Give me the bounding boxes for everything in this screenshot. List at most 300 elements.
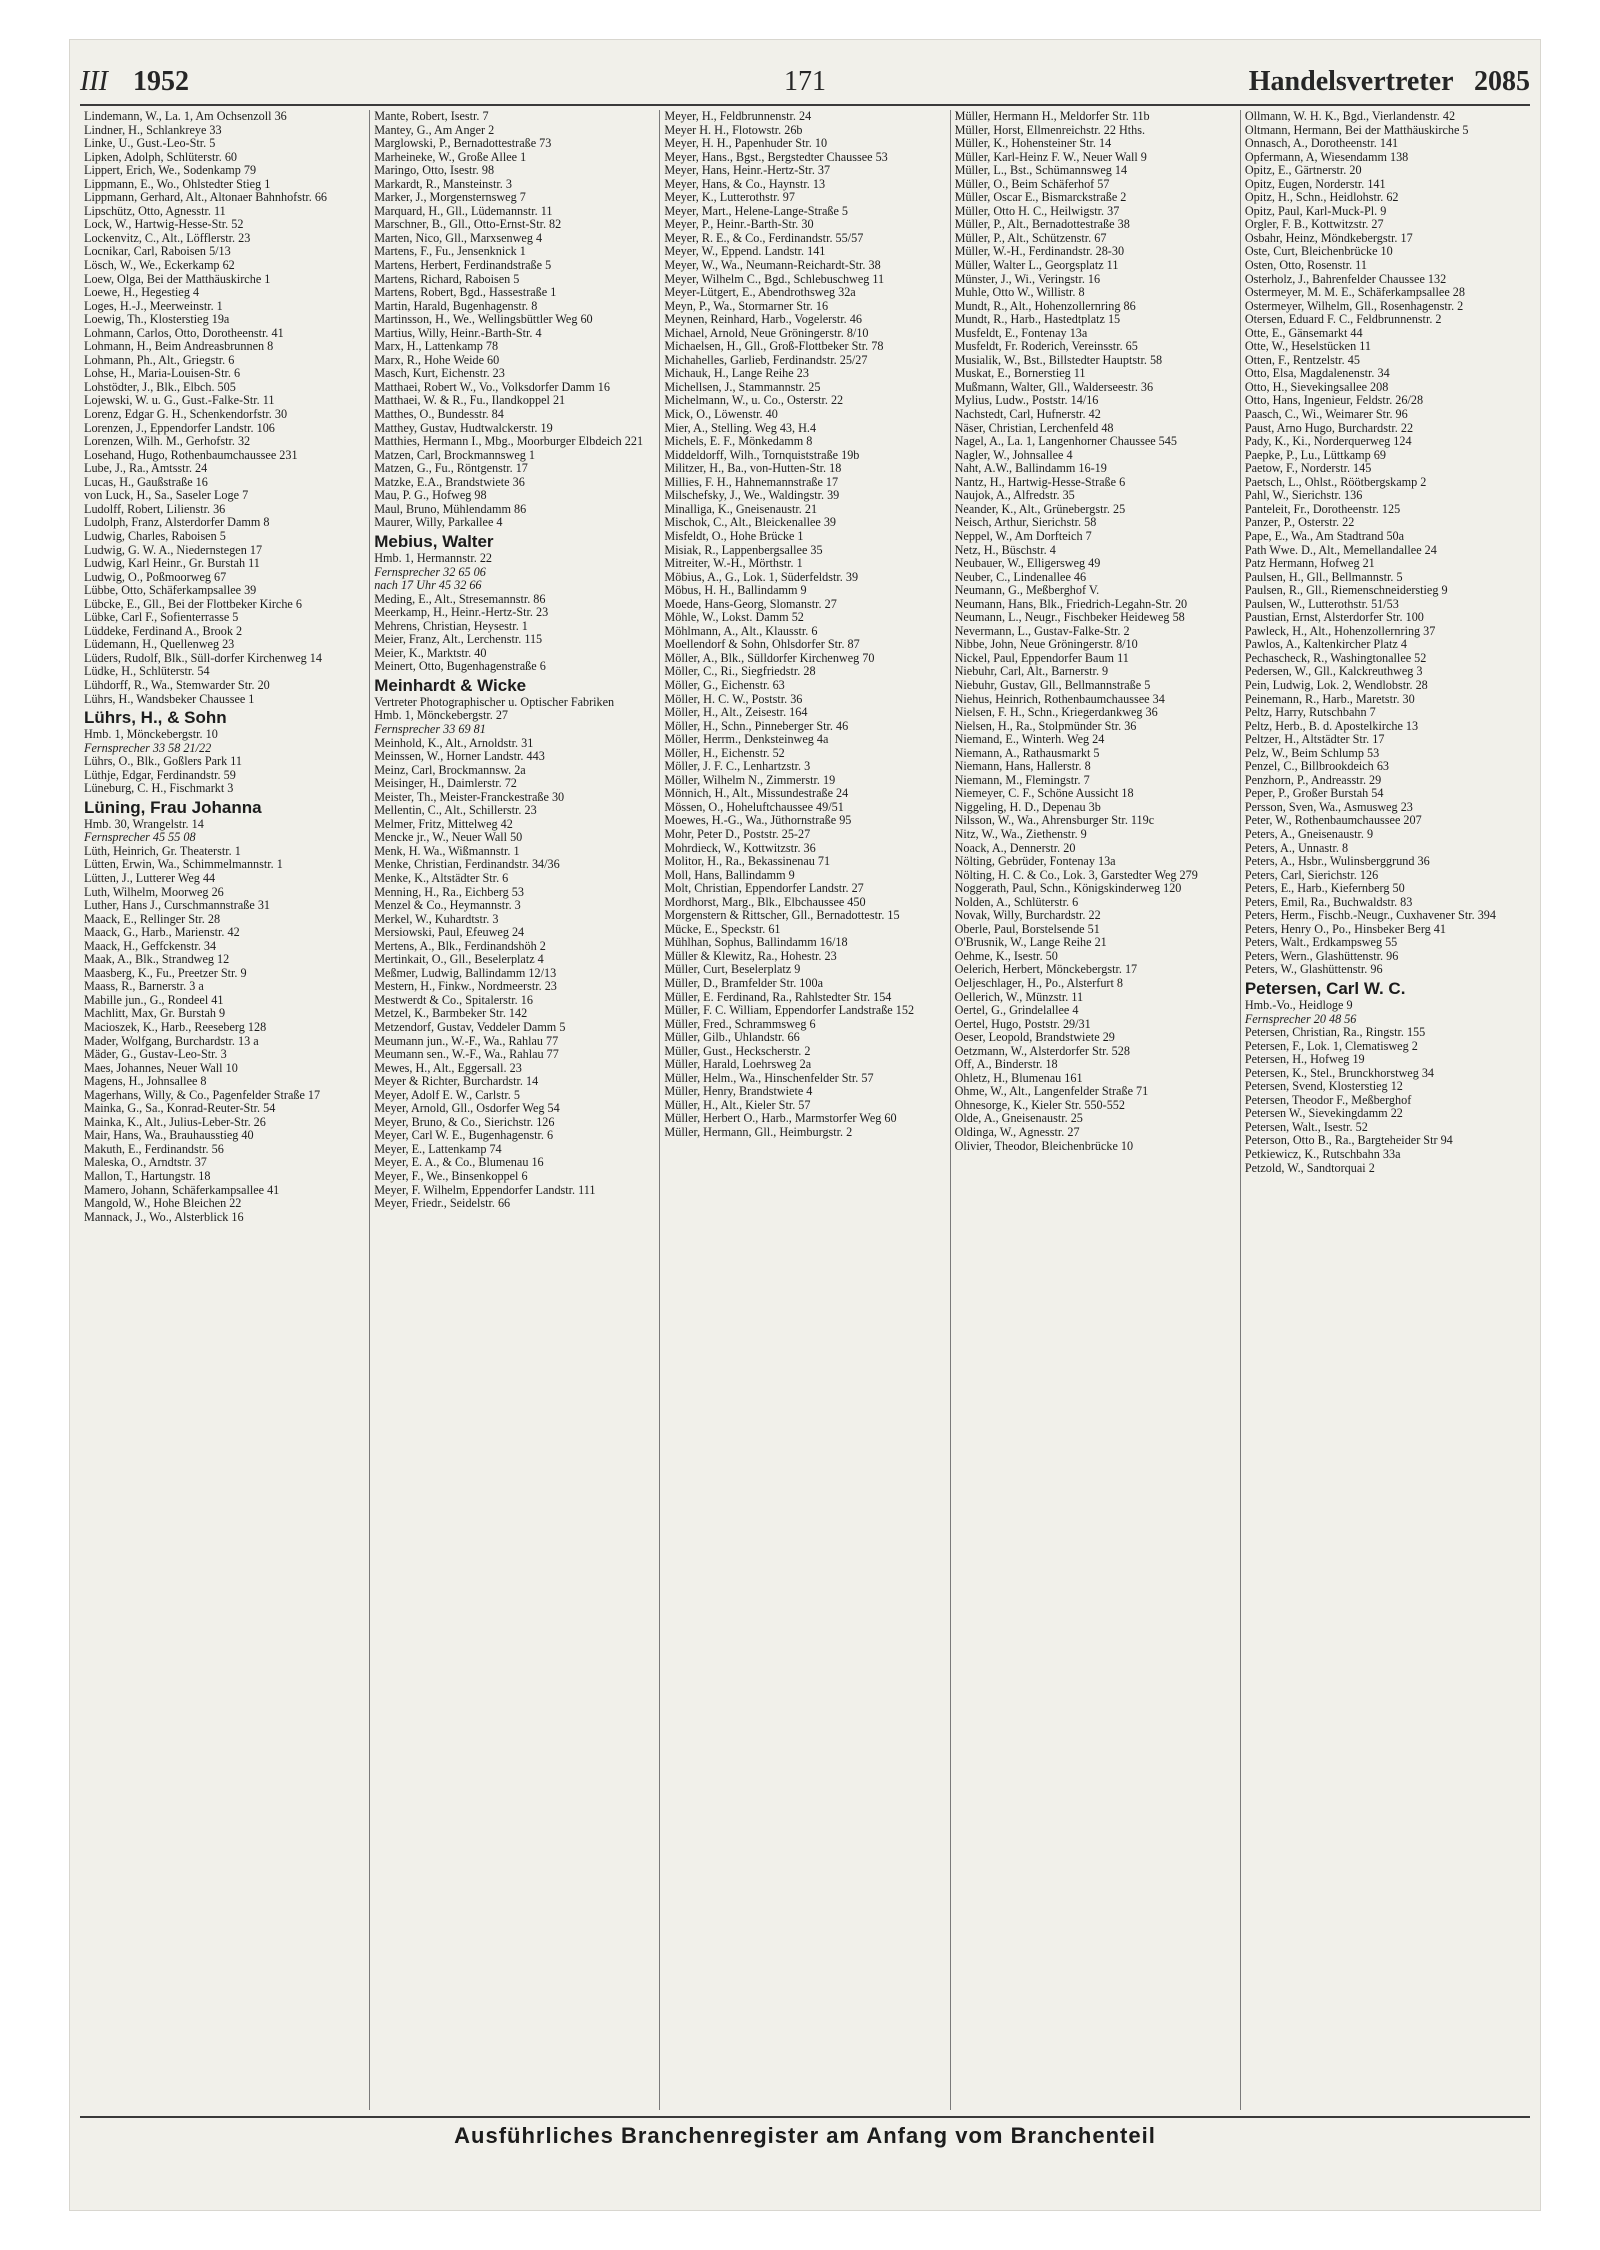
directory-entry: Locnikar, Carl, Raboisen 5/13 — [84, 244, 231, 259]
directory-entry: Maack, E., Rellinger Str. 28 — [84, 911, 221, 926]
directory-entry: Möller, H. C. W., Poststr. 36 — [664, 691, 803, 706]
directory-entry: Marx, R., Hohe Weide 60 — [374, 352, 500, 367]
firm-heading: Meinhardt & Wicke — [374, 675, 527, 695]
directory-entry: Ludwig, Charles, Raboisen 5 — [84, 528, 226, 543]
directory-entry: Meerkamp, H., Heinr.-Hertz-Str. 23 — [374, 605, 549, 620]
directory-entry: Meyer, E., Lattenkamp 74 — [374, 1141, 502, 1156]
directory-entry: Müller, P., Alt., Bernadottestraße 38 — [954, 217, 1130, 232]
directory-entry: Hmb. 1, Mönckebergstr. 27 — [374, 708, 509, 723]
directory-entry: Melmer, Fritz, Mittelweg 42 — [374, 816, 513, 831]
directory-entry: Nagler, W., Johnsallee 4 — [954, 447, 1073, 462]
directory-entry: Lührs, H., Wandsbeker Chaussee 1 — [84, 691, 255, 706]
directory-entry: Petersen, Svend, Klosterstieg 12 — [1244, 1079, 1403, 1094]
directory-entry: Pape, E., Wa., Am Stadtrand 50a — [1244, 528, 1405, 543]
directory-entry: Niemann, Hans, Hallerstr. 8 — [954, 759, 1091, 774]
footer-note: Ausführliches Branchenregister am Anfang vom Branchenteil — [454, 2123, 1156, 2148]
directory-entry: Meßmer, Ludwig, Ballindamm 12/13 — [374, 965, 557, 980]
directory-entry: Linke, U., Gust.-Leo-Str. 5 — [84, 136, 216, 151]
page-number: 171 — [784, 66, 826, 97]
directory-entry: Meinssen, W., Horner Landstr. 443 — [374, 749, 545, 764]
directory-entry: Lock, W., Hartwig-Hesse-Str. 52 — [84, 217, 244, 232]
directory-entry: Lindner, H., Schlankreye 33 — [84, 122, 222, 137]
directory-entry: Möller, H., Schn., Pinneberger Str. 46 — [664, 718, 849, 733]
directory-entry: Morgenstern & Rittscher, Gll., Bernadottestr. 15 — [664, 908, 900, 923]
directory-entry: Peinemann, R., Harb., Maretstr. 30 — [1244, 691, 1415, 706]
directory-entry: Petersen, Christian, Ra., Ringstr. 155 — [1244, 1025, 1426, 1040]
directory-entry: Opfermann, A, Wiesendamm 138 — [1244, 149, 1409, 164]
directory-entry: Lütten, J., Lutterer Weg 44 — [84, 870, 216, 885]
directory-entry: Lüth, Heinrich, Gr. Theaterstr. 1 — [84, 843, 241, 858]
directory-entry: Müller, O., Beim Schäferhof 57 — [954, 176, 1110, 191]
directory-entry: Mohrdieck, W., Kottwitzstr. 36 — [664, 840, 816, 855]
directory-entry: Maurer, Willy, Parkallee 4 — [374, 515, 503, 530]
directory-entry: Maak, A., Blk., Strandweg 12 — [84, 952, 230, 967]
directory-entry: Musfeldt, E., Fontenay 13a — [954, 325, 1088, 340]
directory-entry: Möbius, A., G., Lok. 1, Süderfeldstr. 39 — [664, 569, 859, 584]
directory-entry: Oltmann, Hermann, Bei der Matthäuskirche 5 — [1244, 122, 1469, 137]
directory-entry: Michauk, H., Lange Reihe 23 — [664, 366, 809, 381]
directory-entry: Pedersen, W., Gll., Kalckreuthweg 3 — [1244, 664, 1423, 679]
directory-entry: Panteleit, Fr., Dorotheenstr. 125 — [1244, 501, 1401, 516]
directory-entry: Mundt, R., Harb., Hastedtplatz 15 — [954, 312, 1121, 327]
directory-entry: Paustian, Ernst, Alsterdorfer Str. 100 — [1244, 610, 1424, 625]
directory-entry: Otte, E., Gänsemarkt 44 — [1244, 325, 1363, 340]
directory-entry: Loges, H.-J., Meerweinstr. 1 — [84, 298, 223, 313]
year: 1952 — [132, 66, 189, 97]
directory-entry: Müller, Fred., Schrammsweg 6 — [664, 1016, 816, 1031]
directory-entry: Pelz, W., Beim Schlump 53 — [1244, 745, 1380, 760]
directory-entry: Möller, G., Eichenstr. 63 — [664, 677, 785, 692]
directory-entry: Meinhold, K., Alt., Arnoldstr. 31 — [374, 735, 534, 750]
directory-entry: Matzen, Carl, Brockmannsweg 1 — [374, 447, 535, 462]
directory-entry: Peltz, Harry, Rutschbahn 7 — [1244, 705, 1376, 720]
directory-entry: Musfeldt, Fr. Roderich, Vereinsstr. 65 — [954, 339, 1138, 354]
directory-entry: Mäder, G., Gustav-Leo-Str. 3 — [84, 1047, 227, 1062]
directory-entry: Mau, P. G., Hofweg 98 — [374, 488, 487, 503]
section-title: Handelsvertreter — [1248, 66, 1453, 97]
directory-entry: Mestern, H., Finkw., Nordmeerstr. 23 — [374, 979, 557, 994]
directory-entry: Peters, A., Unnastr. 8 — [1244, 840, 1349, 855]
directory-entry: Moellendorf & Sohn, Ohlsdorfer Str. 87 — [664, 637, 860, 652]
directory-entry: Mainka, K., Alt., Julius-Leber-Str. 26 — [84, 1114, 266, 1129]
directory-entry: Fernsprecher 32 65 06 — [374, 564, 486, 579]
directory-entry: Fernsprecher 20 48 56 — [1244, 1011, 1357, 1026]
directory-entry: Otersen, Eduard F. C., Feldbrunnenstr. 2 — [1244, 312, 1442, 327]
directory-entry: Lojewski, W. u. G., Gust.-Falke-Str. 11 — [84, 393, 275, 408]
directory-entry: Opitz, H., Schn., Heidlohstr. 62 — [1244, 190, 1399, 205]
directory-entry: Mewes, H., Alt., Eggersall. 23 — [374, 1060, 522, 1075]
directory-entry: Meyer H. H., Flotowstr. 26b — [664, 122, 803, 137]
firm-heading: Lüning, Frau Johanna — [84, 797, 262, 817]
directory-entry: Meyn, P., Wa., Stormarner Str. 16 — [664, 298, 829, 313]
directory-entry: Möller, A., Blk., Sülldorfer Kirchenweg 70 — [664, 650, 875, 665]
directory-entry: Müller, Helm., Wa., Hinschenfelder Str. 57 — [664, 1070, 874, 1085]
directory-entry: Makuth, E., Ferdinandstr. 56 — [84, 1141, 224, 1156]
column-4 — [950, 110, 1240, 2110]
directory-entry: Mundt, R., Alt., Hohenzollernring 86 — [954, 298, 1136, 313]
directory-entry: Muskat, E., Bornerstieg 11 — [954, 366, 1086, 381]
directory-entry: Meyer, E. A., & Co., Blumenau 16 — [374, 1155, 544, 1170]
directory-entry: Meding, E., Alt., Stresemannstr. 86 — [374, 591, 546, 606]
directory-entry: Mordhorst, Marg., Blk., Elbchaussee 450 — [664, 894, 866, 909]
directory-entry: Mertinkait, O., Gll., Beselerplatz 4 — [374, 952, 544, 967]
directory-entry: Hmb. 1, Mönckebergstr. 10 — [84, 727, 218, 742]
directory-entry: Peters, Henry O., Po., Hinsbeker Berg 41 — [1244, 921, 1446, 936]
directory-entry: Metzel, K., Barmbeker Str. 142 — [374, 1006, 528, 1021]
directory-entry: Masch, Kurt, Eichenstr. 23 — [374, 366, 505, 381]
directory-entry: Otte, W., Heselstücken 11 — [1244, 339, 1371, 354]
directory-entry: Path Wwe. D., Alt., Memellandallee 24 — [1244, 542, 1437, 557]
directory-entry: Meyer, Bruno, & Co., Sierichstr. 126 — [374, 1114, 555, 1129]
directory-entry: Paetow, F., Norderstr. 145 — [1244, 461, 1372, 476]
directory-entry: Nantz, H., Hartwig-Hesse-Straße 6 — [954, 474, 1126, 489]
directory-entry: Marker, J., Morgensternsweg 7 — [374, 190, 526, 205]
directory-entry: Otto, Hans, Ingenieur, Feldstr. 26/28 — [1244, 393, 1424, 408]
directory-entry: Oetzmann, W., Alsterdorfer Str. 528 — [954, 1043, 1130, 1058]
directory-entry: Michahelles, Garlieb, Ferdinandstr. 25/27 — [664, 352, 868, 367]
directory-entry: Möbus, H. H., Ballindamm 9 — [664, 583, 807, 598]
directory-entry: Meinert, Otto, Bugenhagenstraße 6 — [374, 659, 546, 674]
directory-entry: Peter, W., Rothenbaumchaussee 207 — [1244, 813, 1422, 828]
directory-entry: Niebuhr, Gustav, Gll., Bellmannstraße 5 — [954, 677, 1151, 692]
directory-entry: Lüdemann, H., Quellenweg 23 — [84, 637, 235, 652]
page-header — [80, 58, 1530, 108]
directory-entry: Niemann, M., Flemingstr. 7 — [954, 772, 1090, 787]
directory-entry: Menning, H., Ra., Eichberg 53 — [374, 884, 524, 899]
directory-entry: Mössen, O., Hoheluftchaussee 49/51 — [664, 799, 844, 814]
directory-entry: Paasch, C., Wi., Weimarer Str. 96 — [1244, 407, 1408, 422]
directory-entry: Meister, Th., Meister-Franckestraße 30 — [374, 789, 565, 804]
directory-entry: Müller, Hermann, Gll., Heimburgstr. 2 — [664, 1125, 853, 1140]
directory-entry: Menk, H. Wa., Wißmannstr. 1 — [374, 843, 520, 858]
directory-entry: Peters, A., Hsbr., Wulinsberggrund 36 — [1244, 854, 1430, 869]
directory-entry: Lübke, Carl F., Sofienterrasse 5 — [84, 610, 239, 625]
directory-entry: Nachstedt, Carl, Hufnerstr. 42 — [954, 407, 1101, 422]
directory-entry: Möller, Herrm., Denksteinweg 4a — [664, 732, 829, 747]
directory-entry: Münster, J., Wi., Veringstr. 16 — [954, 271, 1101, 286]
directory-entry: Müller, Gust., Heckscherstr. 2 — [664, 1043, 811, 1058]
directory-entry: Meyer, F., We., Binsenkoppel 6 — [374, 1169, 528, 1184]
directory-entry: Marquard, H., Gll., Lüdemannstr. 11 — [374, 203, 553, 218]
directory-entry: Meyer, K., Lutterothstr. 97 — [664, 190, 795, 205]
directory-entry: Magens, H., Johnsallee 8 — [84, 1074, 207, 1089]
directory-entry: Matthes, O., Bundesstr. 84 — [374, 407, 504, 422]
directory-entry: Meyer, Hans, Heinr.-Hertz-Str. 37 — [664, 163, 831, 178]
directory-entry: Nilsson, W., Wa., Ahrensburger Str. 119c — [954, 813, 1155, 828]
directory-entry: Mainka, G., Sa., Konrad-Reuter-Str. 54 — [84, 1101, 276, 1116]
directory-entry: Müller & Klewitz, Ra., Hohestr. 23 — [664, 948, 837, 963]
directory-entry: Ohme, W., Alt., Langenfelder Straße 71 — [954, 1084, 1149, 1099]
directory-entry: Neisch, Arthur, Sierichstr. 58 — [954, 515, 1097, 530]
directory-entry: Novak, Willy, Burchardstr. 22 — [954, 908, 1101, 923]
directory-entry: Niemand, E., Winterh. Weg 24 — [954, 732, 1105, 747]
directory-entry: Oldinga, W., Agnesstr. 27 — [954, 1125, 1080, 1140]
directory-entry: Maasberg, K., Fu., Preetzer Str. 9 — [84, 965, 247, 980]
directory-entry: Mannack, J., Wo., Alsterblick 16 — [84, 1209, 244, 1224]
directory-entry: Meyer, Arnold, Gll., Osdorfer Weg 54 — [374, 1101, 560, 1116]
directory-entry: Meyer, W., Wa., Neumann-Reichardt-Str. 38 — [664, 258, 881, 273]
directory-entry: Martens, Richard, Raboisen 5 — [374, 271, 520, 286]
directory-entry: Maack, G., Harb., Marienstr. 42 — [84, 925, 240, 940]
directory-entry: Otten, F., Rentzelstr. 45 — [1244, 352, 1360, 367]
directory-entry: Ohletz, H., Blumenau 161 — [954, 1070, 1083, 1085]
directory-entry: Lucas, H., Gaußstraße 16 — [84, 474, 208, 489]
directory-entry: Mellentin, C., Alt., Schillerstr. 23 — [374, 803, 537, 818]
directory-entry: Ohnesorge, K., Kieler Str. 550-552 — [954, 1097, 1125, 1112]
directory-entry: Mußmann, Walter, Gll., Walderseestr. 36 — [954, 379, 1154, 394]
directory-entry: Niebuhr, Carl, Alt., Barnerstr. 9 — [954, 664, 1109, 679]
directory-entry: Michels, E. F., Mönkedamm 8 — [664, 434, 813, 449]
directory-entry: Martius, Willy, Heinr.-Barth-Str. 4 — [374, 325, 542, 340]
directory-entry: Müller, K., Hohensteiner Str. 14 — [954, 136, 1112, 151]
directory-entry: Moede, Hans-Georg, Slomanstr. 27 — [664, 596, 837, 611]
directory-entry: Pawleck, H., Alt., Hohenzollernring 37 — [1244, 623, 1436, 638]
directory-entry: Lütten, Erwin, Wa., Schimmelmannstr. 1 — [84, 857, 283, 872]
directory-entry: Middeldorff, Wilh., Tornquiststraße 19b — [664, 447, 860, 462]
directory-entry: Persson, Sven, Wa., Asmusweg 23 — [1244, 799, 1413, 814]
directory-entry: Patz Hermann, Hofweg 21 — [1244, 556, 1375, 571]
directory-entry: Neumann, G., Meßberghof V. — [954, 583, 1100, 598]
directory-entry: Petzold, W., Sandtorquai 2 — [1244, 1160, 1375, 1175]
directory-entry: Möhle, W., Lokst. Damm 52 — [664, 610, 804, 625]
directory-entry: Mersiowski, Paul, Efeuweg 24 — [374, 925, 525, 940]
directory-entry: Maes, Johannes, Neuer Wall 10 — [84, 1060, 238, 1075]
directory-entry: Pechascheck, R., Washingtonallee 52 — [1244, 650, 1427, 665]
directory-entry: Niemeyer, C. F., Schöne Aussicht 18 — [954, 786, 1134, 801]
directory-entry: Paulsen, H., Gll., Bellmannstr. 5 — [1244, 569, 1403, 584]
directory-entry: Mertens, A., Blk., Ferdinandshöh 2 — [374, 938, 546, 953]
directory-entry: Nitz, W., Wa., Ziethenstr. 9 — [954, 826, 1087, 841]
directory-entry: Noack, A., Dennerstr. 20 — [954, 840, 1076, 855]
directory-entry: Paust, Arno Hugo, Burchardstr. 22 — [1244, 420, 1414, 435]
directory-entry: Petersen, K., Stel., Brunckhorstweg 34 — [1244, 1065, 1435, 1080]
listing-columns — [80, 110, 1530, 2110]
header-right — [1249, 66, 1530, 98]
directory-entry: Merkel, W., Kuhardtstr. 3 — [374, 911, 499, 926]
directory-entry: Mick, O., Löwenstr. 40 — [664, 407, 778, 422]
directory-entry: Meyer, Carl W. E., Bugenhagenstr. 6 — [374, 1128, 554, 1143]
directory-entry: Lorenz, Edgar G. H., Schenkendorfstr. 30 — [84, 407, 288, 422]
directory-entry: Molitor, H., Ra., Bekassinenau 71 — [664, 854, 831, 869]
directory-entry: Lührs, O., Blk., Goßlers Park 11 — [84, 754, 242, 769]
directory-entry: Müller, Oscar E., Bismarckstraße 2 — [954, 190, 1127, 205]
directory-entry: Oertel, Hugo, Poststr. 29/31 — [954, 1016, 1091, 1031]
directory-entry: Petkiewicz, K., Rutschbahn 33a — [1244, 1147, 1401, 1162]
directory-entry: Musialik, W., Bst., Billstedter Hauptstr. 58 — [954, 352, 1163, 367]
directory-entry: Müller, P., Alt., Schützenstr. 67 — [954, 230, 1107, 245]
directory-entry: Nielsen, H., Ra., Stolpmünder Str. 36 — [954, 718, 1137, 733]
directory-entry: Meier, Franz, Alt., Lerchenstr. 115 — [374, 632, 543, 647]
directory-entry: Osten, Otto, Rosenstr. 11 — [1244, 258, 1367, 273]
directory-entry: Onnasch, A., Dorotheenstr. 141 — [1244, 136, 1399, 151]
directory-entry: Marheineke, W., Große Allee 1 — [374, 149, 527, 164]
firm-heading: Lührs, H., & Sohn — [84, 708, 227, 728]
directory-entry: Martens, Herbert, Ferdinandstraße 5 — [374, 258, 552, 273]
directory-entry: Ludolph, Franz, Alsterdorfer Damm 8 — [84, 515, 270, 530]
directory-entry: Ludwig, G. W. A., Niedernstegen 17 — [84, 542, 263, 557]
directory-entry: Lippmann, Gerhard, Alt., Altonaer Bahnhofstr. 66 — [84, 190, 328, 205]
directory-entry: Oeser, Leopold, Brandstwiete 29 — [954, 1030, 1115, 1045]
directory-entry: Neander, K., Alt., Grünebergstr. 25 — [954, 501, 1126, 516]
directory-entry: Noggerath, Paul, Schn., Königskinderweg 120 — [954, 881, 1182, 896]
directory-entry: Möller, H., Alt., Zeisestr. 164 — [664, 705, 808, 720]
directory-entry: Loew, Olga, Bei der Matthäuskirche 1 — [84, 271, 271, 286]
directory-entry: Lösch, W., We., Eckerkamp 62 — [84, 258, 235, 273]
directory-entry: Mitreiter, W.-H., Mörthstr. 1 — [664, 556, 803, 571]
directory-entry: Müller, Gilb., Uhlandstr. 66 — [664, 1030, 800, 1045]
directory-entry: Martinsson, H., We., Wellingsbüttler Weg 60 — [374, 312, 593, 327]
directory-entry: O'Brusnik, W., Lange Reihe 21 — [954, 935, 1107, 950]
directory-entry: Losehand, Hugo, Rothenbaumchaussee 231 — [84, 447, 298, 462]
directory-entry: Markardt, R., Mansteinstr. 3 — [374, 176, 512, 191]
directory-entry: Ostermeyer, M. M. E., Schäferkampsallee 28 — [1244, 285, 1465, 300]
directory-entry: Peters, W., Glashüttenstr. 96 — [1244, 962, 1383, 977]
directory-entry: Maass, R., Barnerstr. 3 a — [84, 979, 204, 994]
column-5 — [1240, 110, 1530, 2110]
directory-entry: Lohmann, Ph., Alt., Griegstr. 6 — [84, 352, 235, 367]
directory-entry: Machlitt, Max, Gr. Burstah 9 — [84, 1006, 226, 1021]
directory-entry: Matzen, G., Fu., Röntgenstr. 17 — [374, 461, 528, 476]
directory-entry: Maleska, O., Arndtstr. 37 — [84, 1155, 207, 1170]
directory-entry: Vertreter Photographischer u. Optischer Fabriken — [374, 694, 615, 709]
directory-entry: Mamero, Johann, Schäferkampsallee 41 — [84, 1182, 280, 1197]
directory-entry: Petersen, H., Hofweg 19 — [1244, 1052, 1365, 1067]
directory-entry: Paetsch, L., Ohlst., Röötbergskamp 2 — [1244, 474, 1427, 489]
directory-entry: Lippert, Erich, We., Sodenkamp 79 — [84, 163, 257, 178]
directory-entry: Netz, H., Büschstr. 4 — [954, 542, 1056, 557]
directory-entry: Marx, H., Lattenkamp 78 — [374, 339, 499, 354]
directory-entry: Neumann, Hans, Blk., Friedrich-Legahn-Str. 20 — [954, 596, 1188, 611]
directory-entry: Peters, Herm., Fischb.-Neugr., Cuxhavener Str. 394 — [1244, 908, 1496, 923]
directory-entry: Magerhans, Willy, & Co., Pagenfelder Straße 17 — [84, 1087, 321, 1102]
directory-entry: Neumann, L., Neugr., Fischbeker Heideweg 58 — [954, 610, 1185, 625]
directory-entry: Pein, Ludwig, Lok. 2, Wendlobstr. 28 — [1244, 677, 1428, 692]
directory-entry: Millies, F. H., Hahnemannstraße 17 — [664, 474, 839, 489]
directory-entry: Müller, Hermann H., Meldorfer Str. 11b — [954, 110, 1150, 123]
directory-entry: Mair, Hans, Wa., Brauhausstieg 40 — [84, 1128, 254, 1143]
directory-entry: Michaelsen, H., Gll., Groß-Flottbeker Str. 78 — [664, 339, 884, 354]
directory-entry: Mier, A., Stelling. Weg 43, H.4 — [664, 420, 817, 435]
directory-entry: Paepke, P., Lu., Lüttkamp 69 — [1244, 447, 1386, 462]
directory-entry: Panzer, P., Osterstr. 22 — [1244, 515, 1355, 530]
directory-entry: Müller, H., Alt., Kieler Str. 57 — [664, 1097, 811, 1112]
directory-entry: Nibbe, John, Neue Gröningerstr. 8/10 — [954, 637, 1138, 652]
directory-entry: Mante, Robert, Isestr. 7 — [374, 110, 489, 123]
directory-entry: Oberle, Paul, Borstelsende 51 — [954, 921, 1100, 936]
directory-entry: Mohr, Peter D., Poststr. 25-27 — [664, 826, 811, 841]
directory-entry: Peters, A., Gneisenaustr. 9 — [1244, 826, 1374, 841]
directory-entry: Moewes, H.-G., Wa., Jüthornstraße 95 — [664, 813, 852, 828]
directory-entry: Meier, K., Marktstr. 40 — [374, 645, 487, 660]
directory-entry: Möller, J. F. C., Lenhartzstr. 3 — [664, 759, 811, 774]
directory-entry: Lube, J., Ra., Amtsstr. 24 — [84, 461, 208, 476]
directory-entry: Petersen, Walt., Isestr. 52 — [1244, 1119, 1368, 1134]
directory-entry: Müller, W.-H., Ferdinandstr. 28-30 — [954, 244, 1125, 259]
directory-entry: Oertel, G., Grindelallee 4 — [954, 1003, 1079, 1018]
directory-entry: Michellsen, J., Stammannstr. 25 — [664, 379, 821, 394]
directory-entry: Ollmann, W. H. K., Bgd., Vierlandenstr. 42 — [1244, 110, 1456, 123]
directory-entry: Meyer & Richter, Burchardstr. 14 — [374, 1074, 539, 1089]
directory-entry: Meyer, H., Feldbrunnenstr. 24 — [664, 110, 812, 123]
directory-entry: Peters, E., Harb., Kiefernberg 50 — [1244, 881, 1405, 896]
directory-entry: Mücke, E., Speckstr. 61 — [664, 921, 781, 936]
directory-entry: Hmb. 30, Wrangelstr. 14 — [84, 816, 204, 831]
directory-entry: Milschefsky, J., We., Waldingstr. 39 — [664, 488, 840, 503]
directory-entry: Paulsen, R., Gll., Riemenschneiderstieg 9 — [1244, 583, 1448, 598]
directory-entry: Mylius, Ludw., Poststr. 14/16 — [954, 393, 1099, 408]
directory-entry: Meumann sen., W.-F., Wa., Rahlau 77 — [374, 1047, 559, 1062]
directory-entry: Misiak, R., Lappenbergsallee 35 — [664, 542, 823, 557]
directory-entry: Lohse, H., Maria-Louisen-Str. 6 — [84, 366, 241, 381]
directory-entry: Müller, L., Bst., Schümannsweg 14 — [954, 163, 1128, 178]
directory-entry: Michael, Arnold, Neue Gröningerstr. 8/10 — [664, 325, 869, 340]
directory-entry: Lüneburg, C. H., Fischmarkt 3 — [84, 781, 234, 796]
directory-entry: Müller, Walter L., Georgsplatz 11 — [954, 258, 1119, 273]
directory-entry: Mehrens, Christian, Heysestr. 1 — [374, 618, 528, 633]
directory-entry: Lorenzen, J., Eppendorfer Landstr. 106 — [84, 420, 275, 435]
directory-entry: Ludolff, Robert, Lilienstr. 36 — [84, 501, 226, 516]
directory-entry: Lühdorff, R., Wa., Stemwarder Str. 20 — [84, 677, 270, 692]
directory-entry: Marglowski, P., Bernadottestraße 73 — [374, 136, 552, 151]
directory-entry: Meinz, Carl, Brockmannsw. 2a — [374, 762, 526, 777]
directory-entry: Orgler, F. B., Kottwitzstr. 27 — [1244, 217, 1384, 232]
directory-entry: Olde, A., Gneisenaustr. 25 — [954, 1111, 1083, 1126]
directory-entry: Martin, Harald, Bugenhagenstr. 8 — [374, 298, 538, 313]
directory-entry: Nielsen, F. H., Schn., Kriegerdankweg 36 — [954, 705, 1158, 720]
directory-entry: Menke, Christian, Ferdinandstr. 34/36 — [374, 857, 560, 872]
directory-entry: Lipschütz, Otto, Agnesstr. 11 — [84, 203, 226, 218]
directory-entry: Naujok, A., Alfredstr. 35 — [954, 488, 1075, 503]
directory-entry: Müller, Curt, Beselerplatz 9 — [664, 962, 801, 977]
header-rule — [80, 104, 1530, 106]
directory-entry: Näser, Christian, Lerchenfeld 48 — [954, 420, 1114, 435]
directory-entry: Niggeling, H. D., Depenau 3b — [954, 799, 1101, 814]
directory-entry: Nevermann, L., Gustav-Falke-Str. 2 — [954, 623, 1130, 638]
directory-entry: Menke, K., Altstädter Str. 6 — [374, 870, 509, 885]
directory-entry: Möhlmann, A., Alt., Klausstr. 6 — [664, 623, 818, 638]
directory-entry: Lockenvitz, C., Alt., Löfflerstr. 23 — [84, 230, 251, 245]
directory-entry: Loewe, H., Hegestieg 4 — [84, 285, 200, 300]
directory-entry: Lüthje, Edgar, Ferdinandstr. 59 — [84, 767, 236, 782]
directory-entry: Lohstödter, J., Blk., Elbch. 505 — [84, 379, 236, 394]
directory-entry: Fernsprecher 33 69 81 — [374, 721, 486, 736]
directory-entry: Meyer, P., Heinr.-Barth-Str. 30 — [664, 217, 814, 232]
directory-entry: Lohmann, Carlos, Otto, Dorotheenstr. 41 — [84, 325, 284, 340]
directory-entry: Moll, Hans, Ballindamm 9 — [664, 867, 795, 882]
directory-entry: Fernsprecher 33 58 21/22 — [84, 740, 212, 755]
column-2 — [369, 110, 659, 2110]
directory-entry: Müller, Horst, Ellmenreichstr. 22 Hths. — [954, 122, 1146, 137]
directory-entry: Meumann jun., W.-F., Wa., Rahlau 77 — [374, 1033, 559, 1048]
directory-entry: Mader, Wolfgang, Burchardstr. 13 a — [84, 1033, 259, 1048]
directory-entry: Olivier, Theodor, Bleichenbrücke 10 — [954, 1138, 1134, 1153]
directory-entry: Michelmann, W., u. Co., Osterstr. 22 — [664, 393, 844, 408]
directory-entry: von Luck, H., Sa., Saseler Loge 7 — [84, 488, 249, 503]
directory-entry: Pady, K., Ki., Norderquerweg 124 — [1244, 434, 1412, 449]
directory-entry: Naht, A.W., Ballindamm 16-19 — [954, 461, 1107, 476]
directory-entry: Oste, Curt, Bleichenbrücke 10 — [1244, 244, 1393, 259]
directory-entry: Muhle, Otto W., Willistr. 8 — [954, 285, 1085, 300]
directory-entry: Lipken, Adolph, Schlüterstr. 60 — [84, 149, 238, 164]
directory-entry: Otto, Elsa, Magdalenenstr. 34 — [1244, 366, 1390, 381]
column-1 — [80, 110, 369, 2110]
directory-entry: nach 17 Uhr 45 32 66 — [374, 578, 482, 593]
directory-entry: Meyer, R. E., & Co., Ferdinandstr. 55/57 — [664, 230, 864, 245]
directory-entry: Peper, P., Großer Burstah 54 — [1244, 786, 1384, 801]
directory-entry: Osbahr, Heinz, Möndkebergstr. 17 — [1244, 230, 1413, 245]
directory-entry: Ostermeyer, Wilhelm, Gll., Rosenhagenstr. 2 — [1244, 298, 1464, 313]
footer-rule — [80, 2116, 1530, 2118]
